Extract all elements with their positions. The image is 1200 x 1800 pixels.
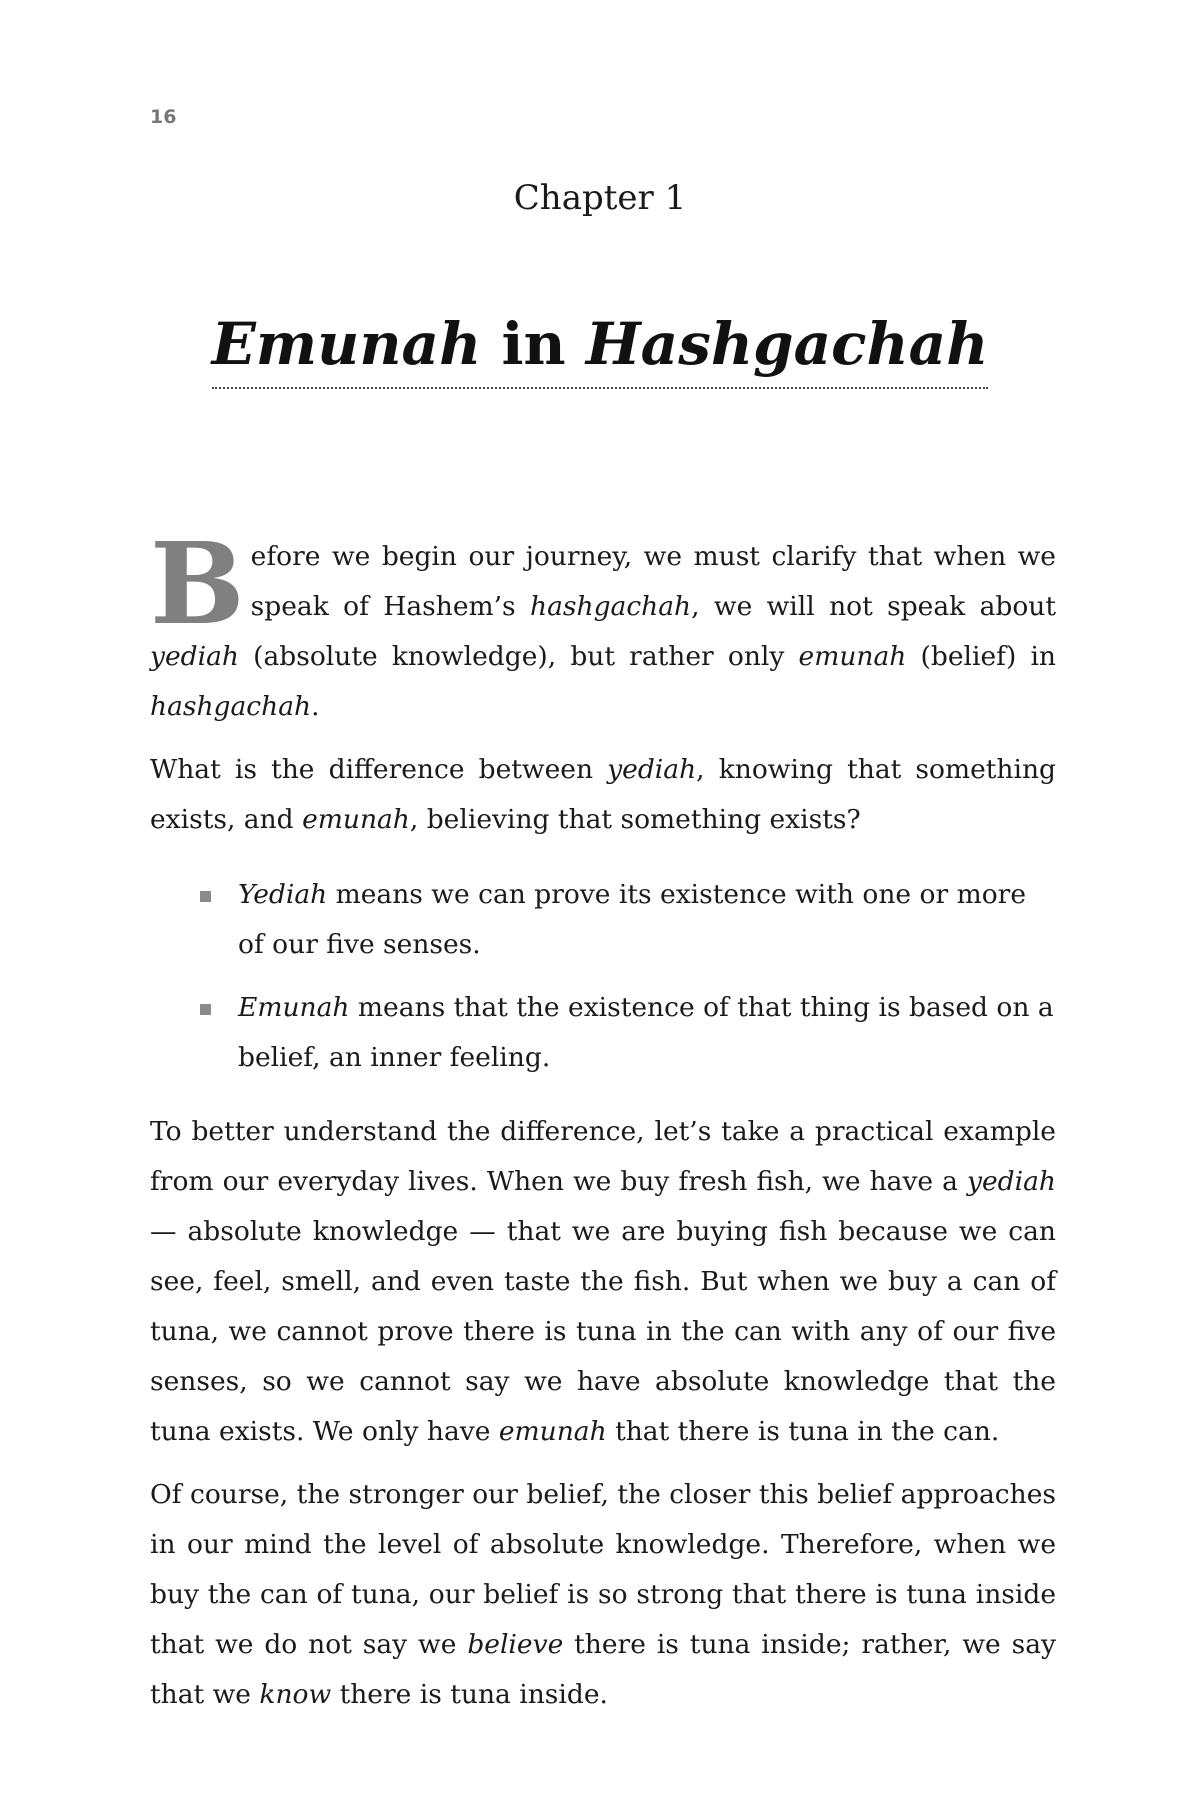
drop-cap: B	[150, 519, 245, 650]
text-run: Of course, the stronger our belief, the closer this belief approaches in our mind the level of absolute knowledge. Therefore, when we buy the can of tuna, our belief is so strong that there is tuna inside that we do not say we	[150, 1479, 1056, 1660]
square-bullet-icon	[200, 1004, 211, 1015]
italic-term: yediah	[150, 641, 239, 672]
italic-term: Yediah	[238, 879, 328, 910]
chapter-title-term-emunah: Emunah	[211, 310, 482, 378]
italic-term: hashgachah	[150, 691, 312, 722]
text-run: (belief) in	[906, 641, 1057, 672]
text-run: , knowing that something exists, and	[150, 754, 1056, 835]
paragraph-example	[150, 1107, 1056, 1457]
italic-term: believe	[467, 1629, 564, 1660]
body-text	[150, 519, 1057, 1733]
list-item	[238, 870, 1056, 970]
paragraph-conclusion	[150, 1470, 1056, 1720]
text-run: .	[311, 691, 320, 722]
chapter-title	[212, 308, 989, 389]
list-item	[238, 983, 1056, 1083]
text-run: there is tuna inside.	[331, 1679, 608, 1710]
chapter-title-block	[0, 308, 1200, 389]
chapter-title-term-hashgachah: Hashgachah	[585, 310, 989, 378]
italic-term: hashgachah	[530, 591, 692, 622]
italic-term: yediah	[607, 754, 697, 785]
chapter-title-connector: in	[481, 310, 586, 378]
text-run: means we can prove its existence with one or more of our five senses.	[238, 879, 1026, 960]
text-run: , we will not speak about	[691, 591, 1056, 622]
italic-term: emunah	[302, 804, 410, 835]
text-run: there is tuna inside; rather, we say that we	[150, 1629, 1056, 1710]
text-run: , believing that something exists?	[409, 804, 861, 835]
paragraph-question	[150, 745, 1056, 845]
italic-term: emunah	[798, 641, 907, 672]
text-run: — absolute knowledge — that we are buying fish because we can see, feel, smell, and even taste the fish. But when we buy a can of tuna, we cannot prove there is tuna in the can with any of our five senses, so we cannot say we have absolute knowledge that the tuna exists. We only have	[150, 1216, 1056, 1447]
italic-term: know	[259, 1679, 332, 1710]
italic-term: yediah	[967, 1166, 1056, 1197]
text-run: (absolute knowledge), but rather only	[238, 641, 799, 672]
text-run: that there is tuna in the can.	[606, 1416, 1000, 1447]
definition-list	[150, 870, 1056, 1083]
square-bullet-icon	[200, 891, 211, 902]
text-run: To better understand the difference, let’s take a practical example from our everyday lives. When we buy fresh fish, we have a	[150, 1116, 1056, 1197]
text-run: efore we begin our journey, we must clarify that when we speak of Hashem’s	[250, 541, 1056, 622]
italic-term: Emunah	[238, 992, 350, 1023]
italic-term: emunah	[498, 1416, 607, 1447]
paragraph-intro	[150, 519, 1057, 732]
page-number: 16	[150, 106, 177, 128]
text-run: What is the difference between	[150, 754, 608, 785]
chapter-label: Chapter 1	[513, 178, 687, 218]
text-run: means that the existence of that thing is based on a belief, an inner feeling.	[238, 992, 1054, 1073]
